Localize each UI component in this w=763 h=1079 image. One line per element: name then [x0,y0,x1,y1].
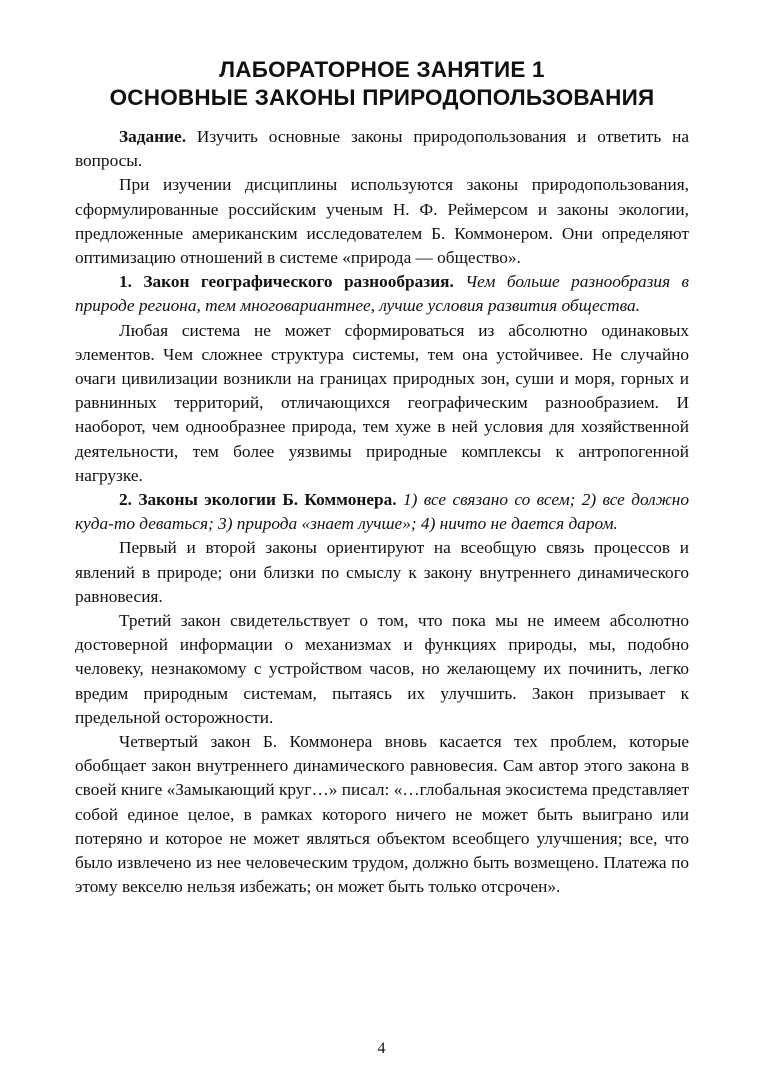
law2-text-3: Четвертый закон Б. Коммонера вновь касается тех проблем, которые обобщает закон внутреннего динамического равновесия. Сам автор этого закона в своей книге «Замыкающий круг…» писал: «…глобальная экосистема представляет собой единое целое, в рамках которого ничего не может быть выиграно или потеряно и которое не может являться объектом всеобщего улучшения; все, что было извлечено из нее человеческим трудом, должно быть возмещено. Платежа по этому векселю нельзя избежать; он может быть только отсрочен». [75,732,689,897]
law2-paragraph [75,488,689,536]
task-label: Задание. [119,127,187,146]
law2-statement: 1) все связано со всем; 2) все должно куда-то деваться; 3) природа «знает лучше»; 4) ничто не дается даром. [75,490,689,534]
intro-paragraph: При изучении дисциплины используются законы природопользования, сформулированные российским ученым Н. Ф. Реймерсом и законы экологии, предложенные американским исследователем Б. Коммонером. Они определяют оптимизацию отношений в системе «природа — общество». [75,175,689,268]
page-content [75,56,689,900]
law2-text-2: Третий закон свидетельствует о том, что пока мы не имеем абсолютно достоверной информации о механизмах и функциях природы, мы, подобно человеку, незнакомому с устройством часов, но желающему их починить, легко вредим природным системам, пытаясь их улучшить. Закон призывает к предельной осторожности. [75,611,689,727]
law1-text: Любая система не может сформироваться из абсолютно одинаковых элементов. Чем сложнее структура системы, тем она устойчивее. Не случайно очаги цивилизации возникли на границах природных зон, суши и моря, горных и равнинных территорий, отличающихся географическим разнообразием. И наоборот, чем однообразнее природа, тем хуже в ней условия для хозяйственной деятельности, тем более уязвимы природные комплексы к антропогенной нагрузке. [75,320,689,485]
law2-heading: 2. Законы экологии Б. Коммонера. [119,490,397,510]
text-body [75,125,689,900]
task-text: Изучить основные законы природопользования и ответить на вопросы. [75,127,689,171]
law1-statement: Чем больше разнообразия в природе региона, тем многовариантнее, лучше условия развития общества. [75,272,690,316]
page-title [75,56,689,112]
title-line-2: ОСНОВНЫЕ ЗАКОНЫ ПРИРОДОПОЛЬЗОВАНИЯ [109,85,655,110]
title-line-1: ЛАБОРАТОРНОЕ ЗАНЯТИЕ 1 [219,57,545,82]
task-paragraph [75,125,689,173]
law2-text-1: Первый и второй законы ориентируют на всеобщую связь процессов и явлений в природе; они близки по смыслу к закону внутреннего динамического равновесия. [75,538,689,606]
page-number: 4 [377,1040,386,1057]
law1-paragraph [75,270,689,318]
law1-heading: 1. Закон географического разнообразия. [119,272,454,292]
